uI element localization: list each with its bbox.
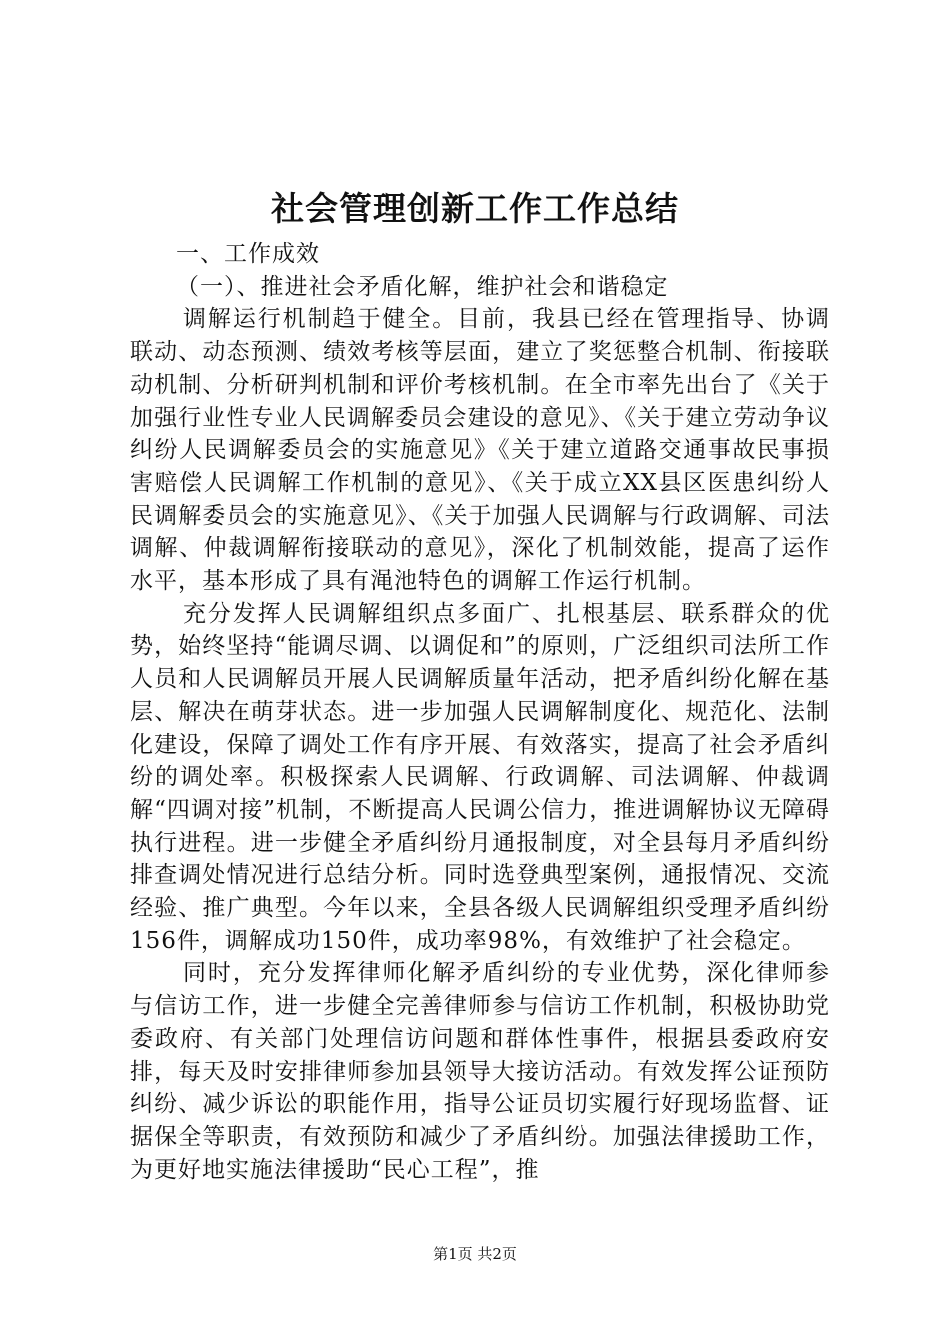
section-heading: 一、工作成效	[176, 241, 320, 267]
document-body	[130, 238, 830, 1186]
paragraph-mediation-organizations: 充分发挥人民调解组织点多面广、扎根基层、联系群众的优势，始终坚持“能调尽调、以调促和”的原则，广泛组织司法所工作人员和人民调解员开展人民调解质量年活动，把矛盾纠纷化解在基层、解决在萌芽状态。进一步加强人民调解制度化、规范化、法制化建设，保障了调处工作有序开展、有效落实，提高了社会矛盾纠纷的调处率。积极探索人民调解、行政调解、司法调解、仲裁调解“四调对接”机制，不断提高人民调公信力，推进调解协议无障碍执行进程。进一步健全矛盾纠纷月通报制度，对全县每月矛盾纠纷排查调处情况进行总结分析。同时选登典型案例，通报情况、交流经验、推广典型。今年以来，全县各级人民调解组织受理矛盾纠纷156件，调解成功150件，成功率98%，有效维护了社会稳定。	[130, 600, 830, 954]
paragraph-lawyer-participation: 同时，充分发挥律师化解矛盾纠纷的专业优势，深化律师参与信访工作，进一步健全完善律师参与信访工作机制，积极协助党委政府、有关部门处理信访问题和群体性事件，根据县委政府安排，每天及时安排律师参加县领导大接访活动。有效发挥公证预防纠纷、减少诉讼的职能作用，指导公证员切实履行好现场监督、证据保全等职责，有效预防和减少了矛盾纠纷。加强法律援助工作，为更好地实施法律援助“民心工程”，推	[130, 960, 830, 1183]
page-title: 社会管理创新工作工作总结	[271, 189, 679, 228]
subsection-heading: （一）、推进社会矛盾化解，维护社会和谐稳定	[176, 273, 669, 300]
paragraph-mediation-mechanism: 调解运行机制趋于健全。目前，我县已经在管理指导、协调联动、动态预测、绩效考核等层面，建立了奖惩整合机制、衔接联动机制、分析研判机制和评价考核机制。在全市率先出台了《关于加强行业性专业人民调解委员会建设的意见》、《关于建立劳动争议纠纷人民调解委员会的实施意见》《关于建立道路交通事故民事损害赔偿人民调解工作机制的意见》、《关于成立XX县区医患纠纷人民调解委员会的实施意见》、《关于加强人民调解与行政调解、司法调解、仲裁调解衔接联动的意见》，深化了机制效能，提高了运作水平，基本形成了具有渑池特色的调解工作运行机制。	[130, 306, 830, 595]
page-footer: 第1页 共2页	[433, 1245, 517, 1263]
